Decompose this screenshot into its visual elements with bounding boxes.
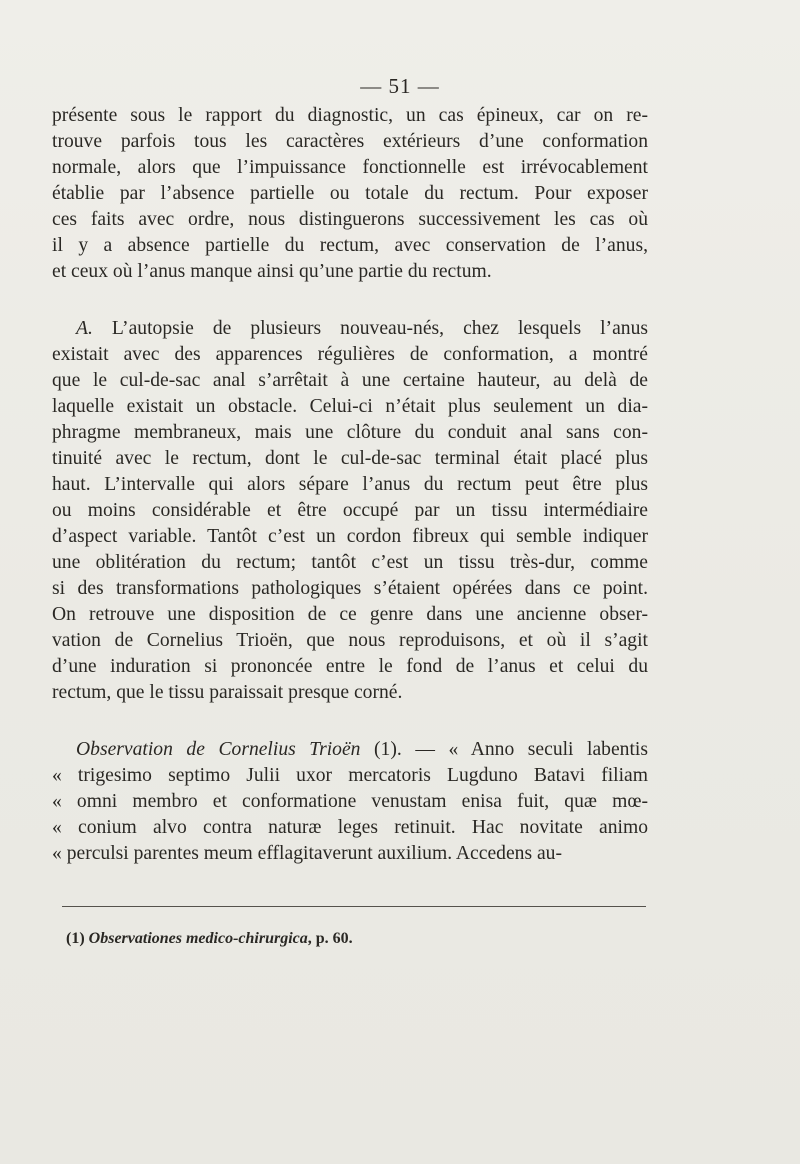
paragraph-line: présente sous le rapport du diagnostic, un cas épineux, car on re- <box>52 105 648 126</box>
paragraph-line: d’aspect variable. Tantôt c’est un cordon fibreux qui semble indiquer <box>52 526 648 547</box>
footnote-source-title: Observationes medico-chirurgica <box>88 930 308 947</box>
paragraph-line: que le cul-de-sac anal s’arrêtait à une certaine hauteur, au delà de <box>52 370 648 391</box>
paragraph-line: « omni membro et conformatione venustam enisa fuit, quæ mœ- <box>52 791 648 812</box>
paragraph-line: tinuité avec le rectum, dont le cul-de-sac terminal était placé plus <box>52 448 648 469</box>
footnote-page: , p. 60. <box>307 930 353 947</box>
paragraph-line: ces faits avec ordre, nous distinguerons successivement les cas où <box>52 209 648 230</box>
paragraph-line: phragme membraneux, mais une clôture du conduit anal sans con- <box>52 422 648 443</box>
footnote <box>66 930 353 948</box>
section-marker: A. <box>76 318 93 339</box>
paragraph-line: si des transformations pathologiques s’étaient opérées dans ce point. <box>52 578 648 599</box>
footnote-reference: (1). <box>374 739 402 760</box>
paragraph-line: il y a absence partielle du rectum, avec conservation de l’anus, <box>52 235 648 256</box>
paragraph-line: ou moins considérable et être occupé par un tissu intermédiaire <box>52 500 648 521</box>
paragraph-line-text: — « Anno seculi labentis <box>415 739 648 760</box>
paragraph-line: trouve parfois tous les caractères extérieurs d’une conformation <box>52 131 648 152</box>
paragraph-line: laquelle existait un obstacle. Celui-ci n’était plus seulement un dia- <box>52 396 648 417</box>
paragraph-line: On retrouve une disposition de ce genre dans une ancienne obser- <box>52 604 648 625</box>
paragraph-line: normale, alors que l’impuissance fonctionnelle est irrévocablement <box>52 157 648 178</box>
footnote-number: (1) <box>66 930 85 947</box>
paragraph-line: « perculsi parentes meum efflagitaverunt auxilium. Accedens au- <box>52 843 562 864</box>
paragraph-line: établie par l’absence partielle ou totale du rectum. Pour exposer <box>52 183 648 204</box>
paragraph-line <box>52 316 648 342</box>
paragraph-line: « conium alvo contra naturæ leges retinuit. Hac novitate animo <box>52 817 648 838</box>
page-number: — 51 — <box>360 74 440 98</box>
observation-title: Observation de Cornelius Trioën <box>76 739 361 760</box>
paragraph-line: d’une induration si prononcée entre le fond de l’anus et celui du <box>52 656 648 677</box>
paragraph-line-text: L’autopsie de plusieurs nouveau-nés, chez lesquels l’anus <box>111 318 648 339</box>
paragraph-line <box>52 737 648 763</box>
paragraph-line: existait avec des apparences régulières de conformation, a montré <box>52 344 648 365</box>
paragraph-intro <box>52 103 648 285</box>
paragraph-line: « trigesimo septimo Julii uxor mercatoris Lugduno Batavi filiam <box>52 765 648 786</box>
paragraph-observation <box>52 737 648 867</box>
paragraph-line: une oblitération du rectum; tantôt c’est un tissu très-dur, comme <box>52 552 648 573</box>
paragraph-line: vation de Cornelius Trioën, que nous reproduisons, et où il s’agit <box>52 630 648 651</box>
paragraph-line: haut. L’intervalle qui alors sépare l’anus du rectum peut être plus <box>52 474 648 495</box>
footnote-rule <box>62 906 646 907</box>
paragraph-autopsy <box>52 316 648 706</box>
paragraph-line: et ceux où l’anus manque ainsi qu’une partie du rectum. <box>52 261 492 282</box>
paragraph-line: rectum, que le tissu paraissait presque corné. <box>52 682 403 703</box>
